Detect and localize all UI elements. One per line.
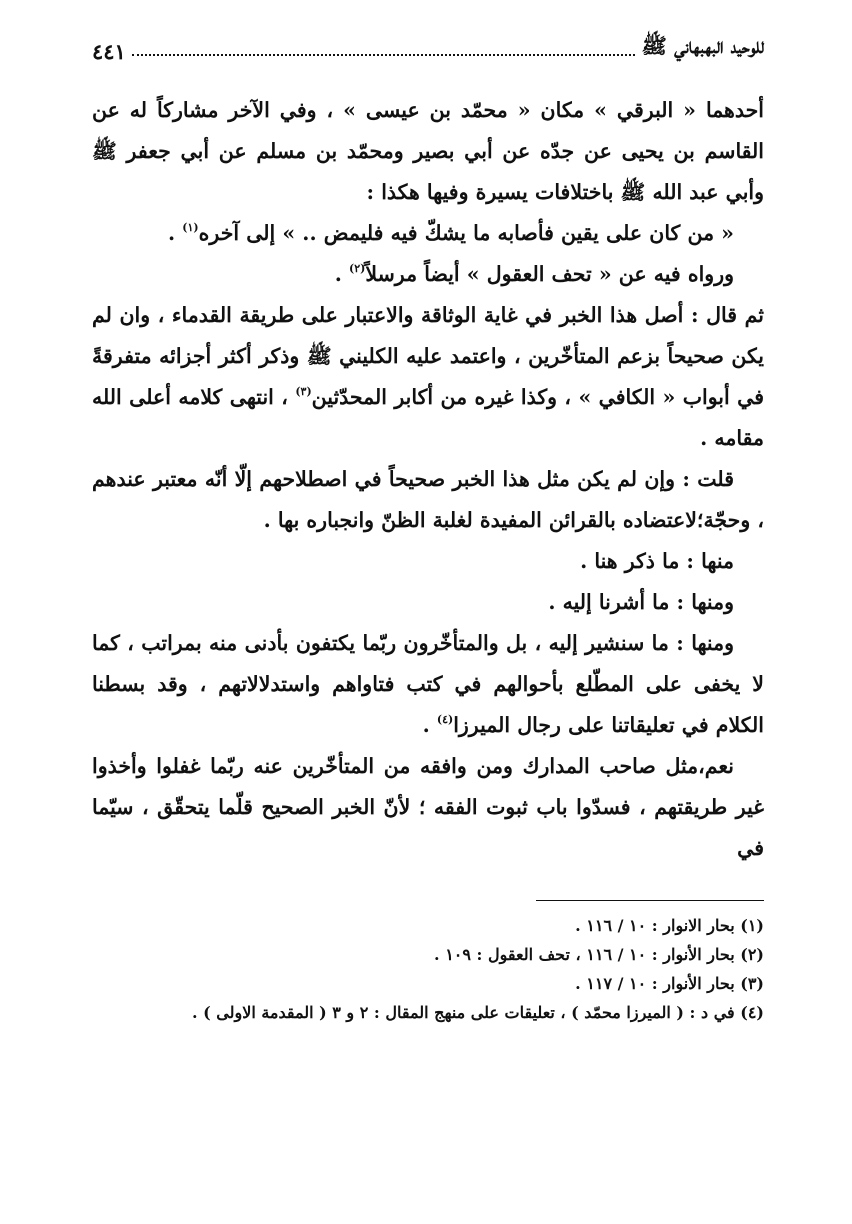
paragraph xyxy=(92,582,764,623)
paragraph-text: أحدهما « البرقي » مكان « محمّد بن عيسى » ، وفي الآخر مشاركاً له عن القاسم بن يحيى عن جدّه عن أبي بصير ومحمّد بن مسلم عن أبي جعفر ﷺ وأبي عبد الله ﷺ باختلافات يسيرة وفيها هكذا : xyxy=(92,98,764,204)
paragraph xyxy=(92,623,764,746)
footnote: (٣) بحار الأنوار : ١٠ / ١١٧ . xyxy=(575,974,764,993)
paragraph-text: قلت : وإن لم يكن مثل هذا الخبر صحيحاً في اصطلاحهم إلّا أنّه معتبر عندهم ، وحجّة؛لاعتضاده بالقرائن المفيدة لغلبة الظنّ وانجباره بها . xyxy=(92,467,764,532)
paragraph-text: ثم قال : أصل هذا الخبر في غاية الوثاقة والاعتبار على طريقة القدماء ، وان لم يكن صحيحاً بزعم المتأخّرين ، واعتمد عليه الكليني ﷺ وذكر أكثر أجزائه متفرقةً في أبواب « الكافي » ، وكذا غيره من أكابر المحدّثين xyxy=(92,303,764,409)
footnotes xyxy=(92,911,764,1027)
paragraph-text: ومنها : ما سنشير إليه ، بل والمتأخّرون ربّما يكتفون بأدنى منه بمراتب ، كما لا يخفى على المطّلع بأحوالهم في كتب فتاواهم واستدلالاتهم ، وقد بسطنا الكلام في تعليقاتنا على رجال الميرزا xyxy=(92,631,764,737)
paragraph-text: ومنها : ما أشرنا إليه . xyxy=(548,590,734,614)
paragraph-text: منها : ما ذكر هنا . xyxy=(580,549,734,573)
main-text xyxy=(92,90,764,869)
quoted-hadith xyxy=(92,213,764,254)
paragraph xyxy=(92,459,764,541)
footnote-ref: (١) xyxy=(182,221,199,234)
header-title: للوحيد البهبهاني ﷺ xyxy=(641,33,764,58)
page-number: ٤٤١ xyxy=(92,39,126,64)
paragraph xyxy=(92,295,764,459)
footnote: (١) بحار الانوار : ١٠ / ١١٦ . xyxy=(575,916,764,935)
paragraph xyxy=(92,541,764,582)
paragraph-text: ورواه فيه عن « تحف العقول » أيضاً مرسلاً xyxy=(365,262,734,286)
paragraph-tail: . xyxy=(168,221,176,245)
footnote-ref: (٣) xyxy=(295,385,312,398)
paragraph-tail: . xyxy=(422,713,430,737)
footnote-ref: (٢) xyxy=(349,262,366,275)
paragraph-tail: . xyxy=(334,262,342,286)
footnote: (٢) بحار الأنوار : ١٠ / ١١٦ ، تحف العقول : ١٠٩ . xyxy=(434,945,764,964)
footnote: (٤) في د : ( الميرزا محمّد ) ، تعليقات على منهج المقال : ٢ و ٣ ( المقدمة الاولى ) . xyxy=(191,1003,764,1022)
paragraph xyxy=(92,746,764,869)
footnote-ref: (٤) xyxy=(436,713,454,726)
paragraph-tail: ، انتهى كلامه أعلى الله مقامه . xyxy=(92,385,764,450)
running-header xyxy=(92,28,764,64)
footnote-separator xyxy=(536,900,764,901)
paragraph xyxy=(92,254,764,295)
paragraph xyxy=(92,90,764,213)
header-dot-leader xyxy=(132,54,636,56)
paragraph-text: نعم،مثل صاحب المدارك ومن وافقه من المتأخّرين عنه ربّما غفلوا وأخذوا غير طريقتهم ، فسدّوا باب ثبوت الفقه ؛ لأنّ الخبر الصحيح قلّما يتحقّق ، سيّما في xyxy=(92,754,764,860)
paragraph-text: « من كان على يقين فأصابه ما يشكّ فيه فليمض .. » إلى آخره xyxy=(198,221,734,245)
